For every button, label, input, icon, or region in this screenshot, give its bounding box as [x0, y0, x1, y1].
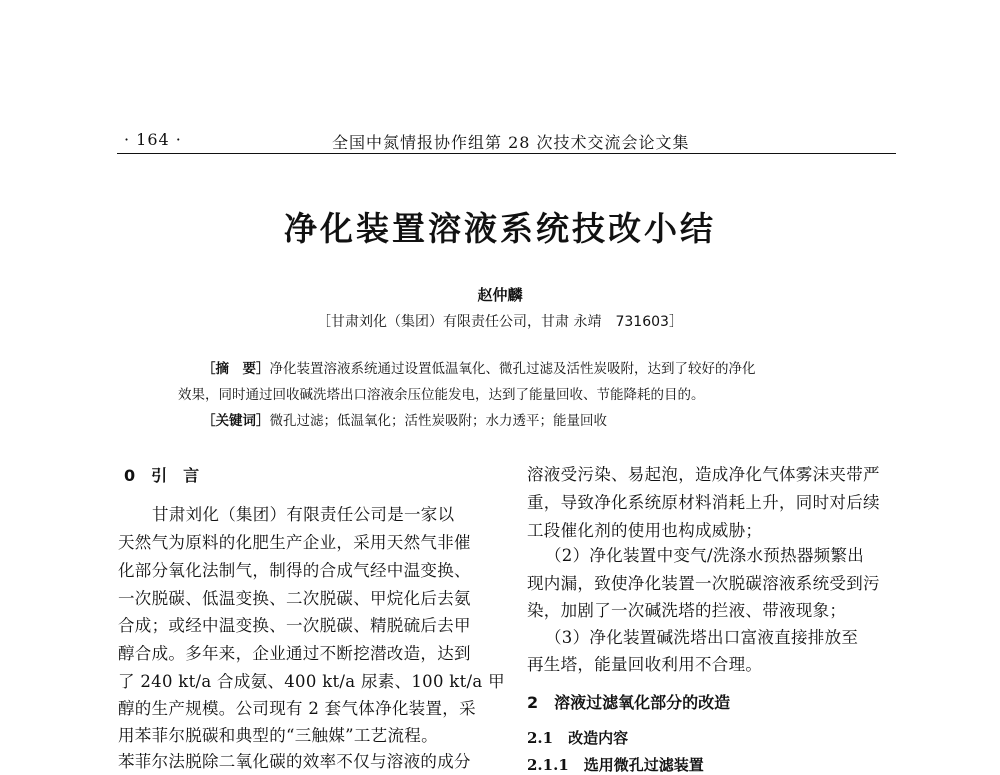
keywords-line — [202, 409, 607, 429]
left-line: 甘肃刘化（集团）有限责任公司是一家以 — [152, 505, 455, 524]
right-line: 工段催化剂的使用也构成威胁； — [527, 521, 763, 540]
right-line: 重，导致净化系统原材料消耗上升，同时对后续 — [527, 493, 880, 512]
author-name: 赵仲麟 — [477, 286, 523, 304]
page-number: · 164 · — [124, 130, 182, 149]
abstract-line-2: 效果，同时通过回收碱洗塔出口溶液余压位能发电，达到了能量回收、节能降耗的目的。 — [178, 387, 705, 403]
abstract-label: ［摘 要］ — [202, 361, 270, 377]
right-line: 再生塔，能量回收利用不合理。 — [527, 655, 763, 674]
left-line: 了 240 kt/a 合成氨、400 kt/a 尿素、100 kt/a 甲 — [118, 672, 505, 691]
right-line: （2）净化装置中变气/洗涤水预热器频繁出 — [545, 546, 865, 565]
header-rule — [117, 153, 896, 154]
right-line: 染，加剧了一次碱洗塔的拦液、带液现象； — [527, 601, 847, 620]
left-line: 苯菲尔法脱除二氧化碳的效率不仅与溶液的成分 — [118, 752, 471, 771]
right-line: 溶液受污染、易起泡，造成净化气体雾沫夹带严 — [527, 465, 880, 484]
section-0-heading: 0 引 言 — [124, 466, 200, 485]
left-line: 化部分氧化法制气，制得的合成气经中温变换、 — [118, 561, 471, 580]
keywords-label: ［关键词］ — [202, 413, 270, 429]
left-line: 用苯菲尔脱碳和典型的“三触媒”工艺流程。 — [118, 726, 438, 745]
section-2-heading: 2 溶液过滤氧化部分的改造 — [527, 693, 731, 712]
keywords-text: 微孔过滤；低温氧化；活性炭吸附；水力透平；能量回收 — [269, 413, 607, 429]
left-line: 醇的生产规模。公司现有 2 套气体净化装置，采 — [118, 699, 476, 718]
proceedings-title: 全国中氮情报协作组第 28 次技术交流会论文集 — [332, 133, 690, 152]
abstract-line-1 — [202, 357, 756, 377]
left-line: 一次脱碳、低温变换、二次脱碳、甲烷化后去氨 — [118, 589, 471, 608]
left-line: 天然气为原料的化肥生产企业，采用天然气非催 — [118, 533, 471, 552]
left-line: 合成；或经中温变换、一次脱碳、精脱硫后去甲 — [118, 616, 471, 635]
section-2-1-heading: 2.1 改造内容 — [527, 729, 629, 747]
left-line: 醇合成。多年来，企业通过不断挖潜改造，达到 — [118, 644, 471, 663]
right-line: （3）净化装置碱洗塔出口富液直接排放至 — [545, 628, 859, 647]
right-line: 现内漏，致使净化装置一次脱碳溶液系统受到污 — [527, 574, 880, 593]
section-2-1-1-heading: 2.1.1 选用微孔过滤装置 — [527, 756, 704, 774]
author-affiliation: ［甘肃刘化（集团）有限责任公司，甘肃 永靖 731603］ — [317, 314, 683, 330]
article-title: 净化装置溶液系统技改小结 — [284, 209, 716, 248]
abstract-text-1: 净化装置溶液系统通过设置低温氧化、微孔过滤及活性炭吸附，达到了较好的净化 — [269, 361, 756, 377]
